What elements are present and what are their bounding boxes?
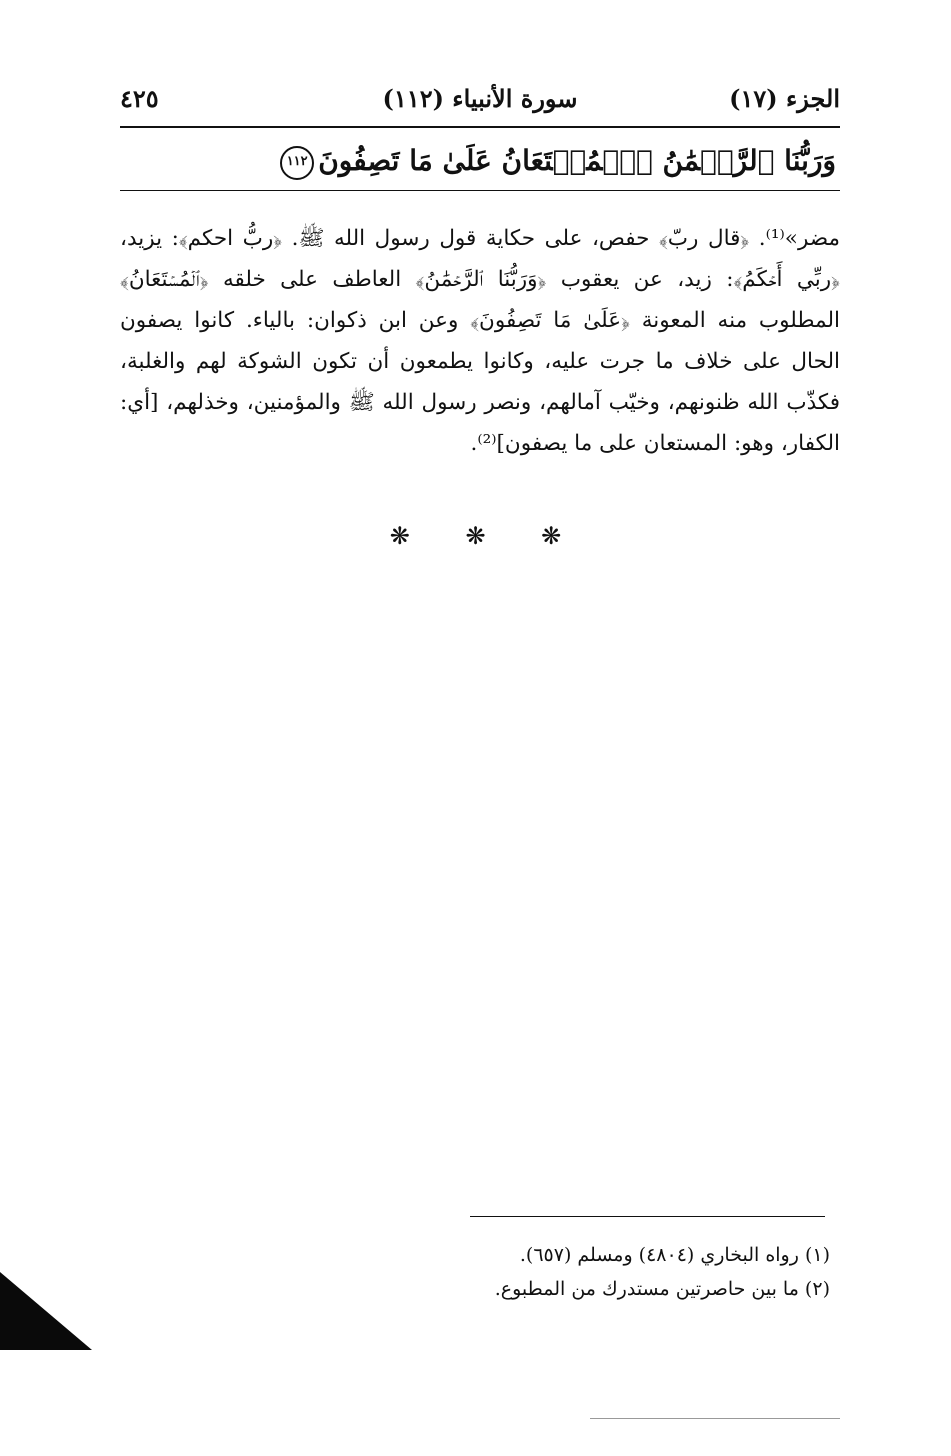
footnotes	[300, 1238, 830, 1306]
page-number: ٤٢٥	[120, 84, 159, 113]
verse-line	[280, 144, 836, 180]
bottom-edge-line	[590, 1418, 840, 1419]
commentary-body	[120, 218, 840, 464]
page-header	[120, 78, 840, 128]
commentary-paragraph: مضر»⁽¹⁾. ﴿قال ربّ﴾ حفص، على حكاية قول رسول الله ﷺ. ﴿ربُّ احكم﴾: يزيد، ﴿ربِّي أَحۡكَمُ﴾: زيد، عن يعقوب ﴿وَرَبُّنَا ٱلرَّحۡمَٰنُ﴾ العاطف على خلقه ﴿ٱلۡمُسۡتَعَانُ﴾ المطلوب منه المعونة ﴿عَلَىٰ مَا تَصِفُونَ﴾ وعن ابن ذكوان: بالياء. كانوا يصفون الحال على خلاف ما جرت عليه، وكانوا يطمعون أن تكون الشوكة لهم والغلبة، فكذّب الله ظنونهم، وخيّب آمالهم، ونصر رسول الله ﷺ والمؤمنين، وخذلهم، [أي: الكفار، وهو: المستعان على ما يصفون]⁽²⁾.	[120, 226, 840, 456]
verse-heading	[120, 140, 840, 191]
part-label: الجزء (١٧)	[729, 84, 840, 113]
surah-title: سورة الأنبياء (١١٢)	[382, 84, 578, 113]
footnote-rule	[470, 1216, 825, 1217]
ayah-number-marker: ١١٢	[280, 146, 314, 180]
scan-corner-shadow	[0, 1272, 92, 1350]
section-separator: ❋ ❋ ❋	[389, 522, 562, 550]
footnote-2: (٢) ما بين حاصرتين مستدرك من المطبوع.	[494, 1278, 830, 1300]
footnote-1: (١) رواه البخاري (٤٨٠٤) ومسلم (٦٥٧).	[519, 1244, 830, 1266]
verse-text: وَرَبُّنَا ٱلرَّحۡمَٰنُ ٱلۡمُسۡتَعَانُ عَلَىٰ مَا تَصِفُونَ	[318, 144, 836, 177]
